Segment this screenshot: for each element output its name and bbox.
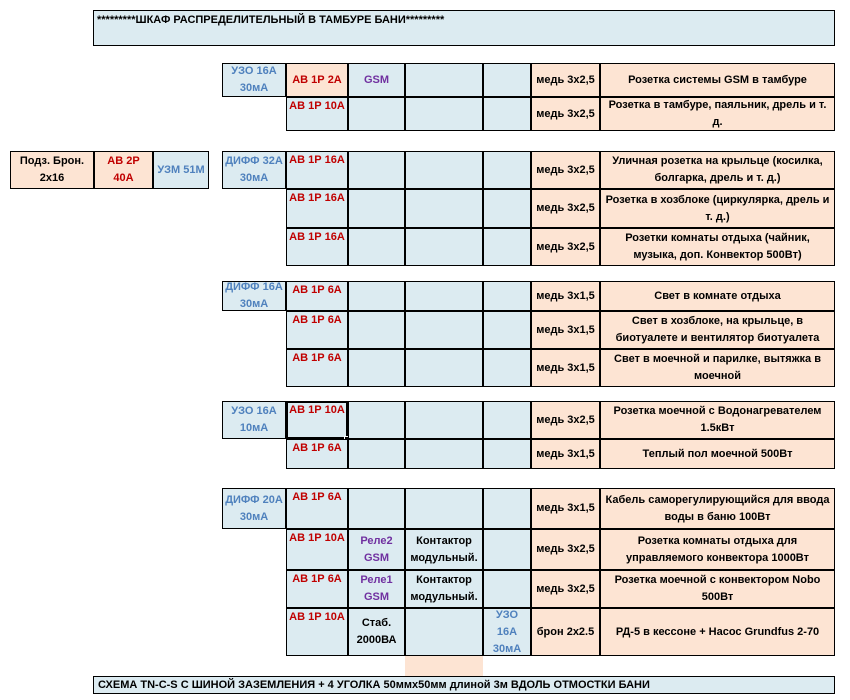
cable-text: медь 3х1,5 [536,323,595,336]
breaker-text: АВ 1Р 16А [289,192,345,204]
group3-protector [222,281,286,311]
empty-cell [405,189,483,228]
group2-protector [222,151,286,189]
breaker-text: АВ 1Р 6А [292,314,342,326]
group3-line3-cable [531,349,600,387]
group5-line4-breaker [286,608,348,656]
contactor-text: Контактор модульный. [410,534,478,564]
group2-protector-text: ДИФФ 32А 30мА [225,155,283,184]
description-text: Свет в комнате отдыха [654,289,781,302]
empty-cell [483,439,531,469]
description-text: Розетка моечной с Водонагревателем 1.5кВт [613,405,822,434]
empty-cell [483,570,531,608]
group3-line3-description [600,349,835,387]
empty-cell [348,401,405,439]
empty-cell [483,281,531,311]
group3-line2-cable [531,311,600,349]
empty-cell [405,281,483,311]
empty-cell [405,63,483,97]
group5-line2-contactor [405,529,483,570]
empty-cell [348,488,405,529]
group4-line1-cable [531,401,600,439]
group2-line3-breaker [286,228,348,266]
group5-line3-breaker [286,570,348,608]
group1-line2-breaker [286,97,348,131]
group5-line4-extra-protector [483,608,531,656]
relay-text: Реле2 GSM [360,534,393,564]
group5-line2-breaker [286,529,348,570]
breaker-text: АВ 1Р 2А [292,73,342,86]
group4-line2-description [600,439,835,469]
empty-cell [483,488,531,529]
group5-protector-text: ДИФФ 20А 30мА [225,493,283,523]
empty-cell [405,349,483,387]
group1-line1-description [600,63,835,97]
group3-protector-text: ДИФФ 16А 30мА [225,281,283,310]
group5-line4-cable [531,608,600,656]
group1-line1-breaker [286,63,348,97]
group5-line2-relay [348,529,405,570]
empty-cell [405,228,483,266]
group5-line3-contactor [405,570,483,608]
input-cable-cell [10,151,94,189]
empty-cell [348,281,405,311]
group4-line2-cable [531,439,600,469]
group3-line2-description [600,311,835,349]
empty-cell [405,97,483,131]
cable-text: медь 3х2,5 [536,107,595,120]
breaker-text: АВ 1Р 10А [289,611,345,623]
description-text: РД-5 в кессоне + Насос Grundfus 2-70 [615,625,820,638]
description-text: Розетка системы GSM в тамбуре [628,73,807,86]
empty-cell [348,189,405,228]
description-text: Розетки комнаты отдыха (чайник, музыка, доп. Конвектор 500Вт) [625,232,810,261]
group4-line1-description [600,401,835,439]
group2-line3-description [600,228,835,266]
breaker-text: АВ 1Р 6А [292,442,342,454]
cable-text: медь 3х1,5 [536,289,595,302]
main-breaker-cell [94,151,153,189]
cable-text: брон 2х2.5 [536,625,595,638]
empty-cell [483,401,531,439]
cable-text: медь 3х2,5 [536,582,595,595]
group3-line1-cable [531,281,600,311]
group1-line2-cable [531,97,600,131]
empty-cell [483,311,531,349]
empty-cell [348,439,405,469]
group5-protector [222,488,286,529]
cable-text: медь 3х2,5 [536,240,595,253]
empty-cell [348,311,405,349]
group3-line1-description [600,281,835,311]
empty-cell [405,439,483,469]
device-text: GSM [363,73,390,86]
empty-cell [483,529,531,570]
group4-protector-text: УЗО 16А 10мА [231,405,277,434]
empty-cell [483,228,531,266]
empty-cell [483,349,531,387]
cable-text: медь 3х2,5 [536,413,595,426]
fill-cell [405,656,483,676]
breaker-text: АВ 1Р 16А [289,154,345,166]
description-text: Теплый пол моечной 500Вт [642,447,793,460]
empty-cell [348,349,405,387]
cable-text: медь 3х2,5 [536,163,595,176]
relay-text: Реле1 GSM [360,574,393,603]
main-breaker-text: АВ 2Р 40А [107,155,140,184]
empty-cell [405,488,483,529]
empty-cell [405,608,483,656]
description-text: Розетка моечной с конвектором Nobo 500Вт [614,574,821,603]
group1-protector [222,63,286,97]
group2-line1-description [600,151,835,189]
empty-cell [348,151,405,189]
footer-note-text: СХЕМА TN-C-S С ШИНОЙ ЗАЗЕМЛЕНИЯ + 4 УГОЛКА 50ммх50мм длиной 3м ВДОЛЬ ОТМОСТКИ БАНИ [98,679,650,691]
device-text: Стаб. 2000ВА [356,617,397,646]
group5-line2-description [600,529,835,570]
empty-cell [405,151,483,189]
breaker-text: АВ 1Р 6А [292,491,342,503]
sheet-title-text: *********ШКАФ РАСПРЕДЕЛИТЕЛЬНЫЙ В ТАМБУРЕ БАНИ********* [97,14,445,26]
group3-line1-breaker [286,281,348,311]
empty-cell [483,151,531,189]
empty-cell [348,228,405,266]
empty-cell [405,401,483,439]
group2-line1-breaker [286,151,348,189]
cable-text: медь 3х2,5 [536,543,595,555]
description-text: Уличная розетка на крыльце (косилка, болгарка, дрель и т. д.) [612,155,823,184]
breaker-text: АВ 1Р 10А [289,404,345,416]
empty-cell [405,311,483,349]
group4-protector [222,401,286,439]
description-text: Свет в моечной и парилке, вытяжка в моечной [614,353,821,382]
breaker-text: АВ 1Р 10А [289,532,345,544]
breaker-text: АВ 1Р 10А [289,100,345,112]
group1-line1-device [348,63,405,97]
cable-text: медь 3х1,5 [536,502,595,514]
group4-line1-breaker-selected-cell[interactable] [286,401,348,439]
group4-line2-breaker [286,439,348,469]
group3-line2-breaker [286,311,348,349]
empty-cell [348,97,405,131]
cable-text: медь 3х2,5 [536,202,595,214]
empty-cell [483,189,531,228]
description-text: Свет в хозблоке, на крыльце, в биотуалете и вентилятор биотуалета [615,315,820,344]
group5-line4-stabilizer [348,608,405,656]
group2-line1-cable [531,151,600,189]
group1-protector-text: УЗО 16А 30мА [231,65,277,94]
breaker-text: АВ 1Р 6А [292,284,342,296]
group5-line1-breaker [286,488,348,529]
voltage-relay-text: УЗМ 51М [157,163,205,176]
cable-text: медь 3х2,5 [536,73,595,86]
group5-line1-cable [531,488,600,529]
group1-line1-cable [531,63,600,97]
breaker-text: АВ 1Р 6А [292,352,342,364]
empty-cell [483,63,531,97]
group2-line2-description [600,189,835,228]
cable-text: медь 3х1,5 [536,361,595,374]
group5-line4-description [600,608,835,656]
group5-line2-cable [531,529,600,570]
description-text: Кабель саморегулирующийся для ввода воды в баню 100Вт [605,493,830,523]
group5-line3-description [600,570,835,608]
voltage-relay-cell [153,151,209,189]
breaker-text: АВ 1Р 16А [289,231,345,243]
input-cable-text: Подз. Брон. 2х16 [19,155,85,184]
group5-line3-relay [348,570,405,608]
group2-line2-breaker [286,189,348,228]
breaker-text: АВ 1Р 6А [292,573,342,585]
group2-line3-cable [531,228,600,266]
description-text: Розетка комнаты отдыха для управляемого конвектора 1000Вт [626,534,809,564]
group3-line3-breaker [286,349,348,387]
sheet-title [93,10,835,46]
contactor-text: Контактор модульный. [410,574,478,603]
cable-text: медь 3х1,5 [536,447,595,460]
group2-line2-cable [531,189,600,228]
description-text: Розетка в тамбуре, паяльник, дрель и т. д. [608,99,827,128]
group1-line2-description [600,97,835,131]
extra-protector-text: УЗО 16А 30мА [492,608,522,655]
group5-line1-description [600,488,835,529]
group5-line3-cable [531,570,600,608]
description-text: Розетка в хозблоке (циркулярка, дрель и т. д.) [605,193,830,223]
footer-note [93,676,835,694]
empty-cell [483,97,531,131]
